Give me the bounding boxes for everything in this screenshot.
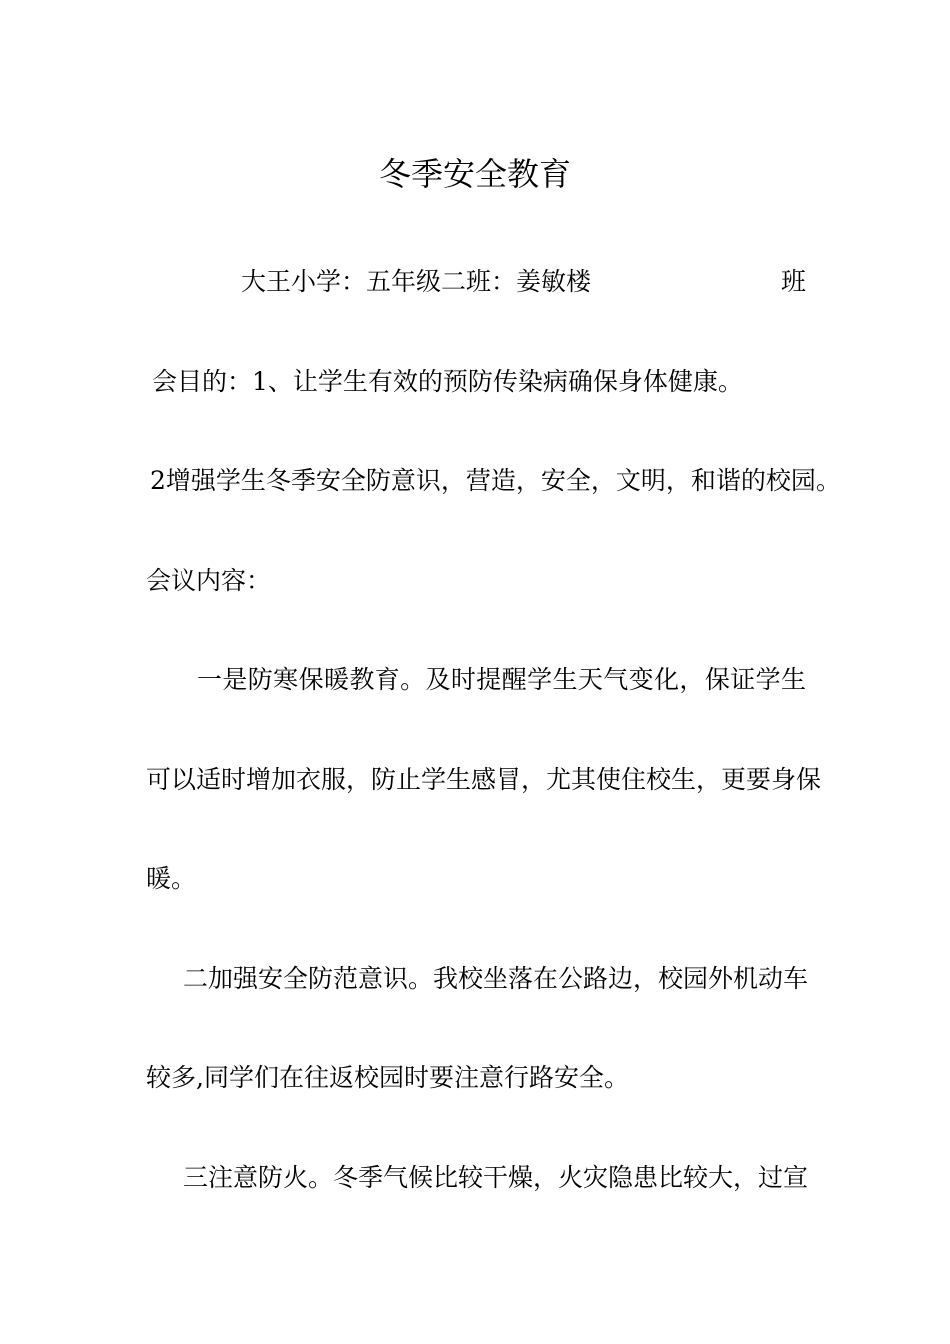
meeting-content-heading: 会议内容：	[146, 566, 272, 595]
document-title: 冬季安全教育	[378, 155, 571, 193]
author-line-main: 大王小学：五年级二班：姜敏楼	[241, 267, 592, 296]
item-two-line-1: 二加强安全防范意识。我校坐落在公路边，校园外机动车	[183, 964, 809, 993]
item-one-line-3: 暖。	[146, 864, 197, 893]
meeting-purpose-line-1: 会目的：1、让学生有效的预防传染病确保身体健康。	[152, 367, 743, 396]
item-one-line-2: 可以适时增加衣服，防止学生感冒，尤其使住校生，更要身保	[146, 765, 822, 794]
item-two-line-2: 较多,同学们在往返校园时要注意行路安全。	[146, 1063, 629, 1092]
meeting-purpose-line-2: 2增强学生冬季安全防意识，营造，安全，文明，和谐的校园。	[150, 466, 841, 495]
item-three-line-1: 三注意防火。冬季气候比较干燥，火灾隐患比较大，过宣	[183, 1163, 809, 1192]
author-line-tail: 班	[781, 267, 807, 296]
item-one-line-1: 一是防寒保暖教育。及时提醒学生天气变化，保证学生	[197, 665, 806, 694]
